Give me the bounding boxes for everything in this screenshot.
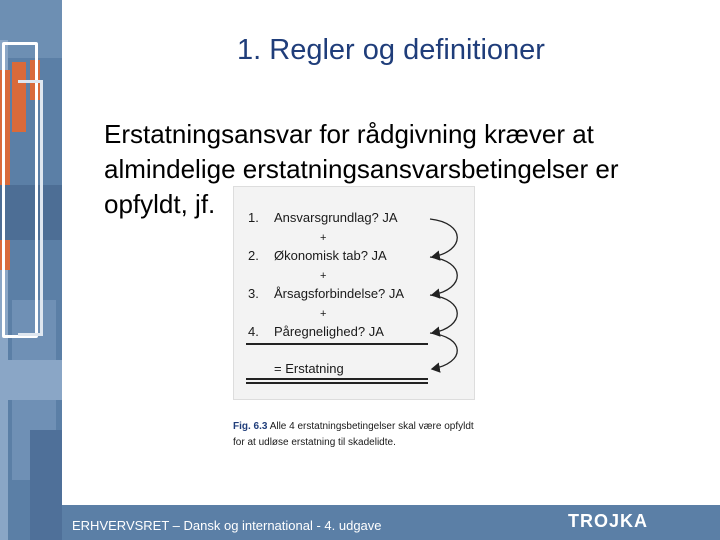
result-text: = Erstatning <box>274 361 344 376</box>
arrow-3-4 <box>430 295 457 333</box>
double-underline-top <box>246 378 428 380</box>
footer-band <box>62 505 720 540</box>
double-underline-bottom <box>246 382 428 384</box>
slide-title: 1. Regler og definitioner <box>237 34 545 66</box>
plus-sign: + <box>320 270 327 282</box>
caption-label: Fig. 6.3 <box>233 421 268 432</box>
caption-text: Alle 4 erstatningsbetingelser skal være opfyldt for at udløse erstatning til skadelidte. <box>233 421 474 448</box>
publisher-logo: TROJKA <box>567 511 648 531</box>
band-block <box>30 430 62 540</box>
band-block <box>0 360 62 400</box>
step-text: Påregnelighed? JA <box>274 324 384 339</box>
step-number: 4. <box>248 324 259 339</box>
step-text: Ansvarsgrundlag? JA <box>274 210 398 225</box>
arrow-4-result <box>430 333 457 369</box>
plus-sign: + <box>320 232 327 244</box>
figure-caption <box>233 419 483 451</box>
step-number: 1. <box>248 210 259 225</box>
step-text: Årsagsforbindelse? JA <box>274 286 405 301</box>
band-outline <box>18 80 43 336</box>
footer-text: ERHVERVSRET – Dansk og international - 4. udgave <box>72 518 382 533</box>
plus-sign: + <box>320 308 327 320</box>
arrow-2-3 <box>430 257 457 295</box>
step-number: 3. <box>248 286 259 301</box>
arrow-1-2 <box>430 219 457 257</box>
left-decorative-band <box>0 0 62 540</box>
sum-line <box>246 343 428 345</box>
slide-body-text: Erstatningsansvar for rådgivning kræver at almindelige erstatningsansvarsbetingelser er opfyldt, jf. <box>104 119 619 219</box>
step-number: 2. <box>248 248 259 263</box>
conditions-figure <box>233 186 475 400</box>
step-text: Økonomisk tab? JA <box>274 248 387 263</box>
